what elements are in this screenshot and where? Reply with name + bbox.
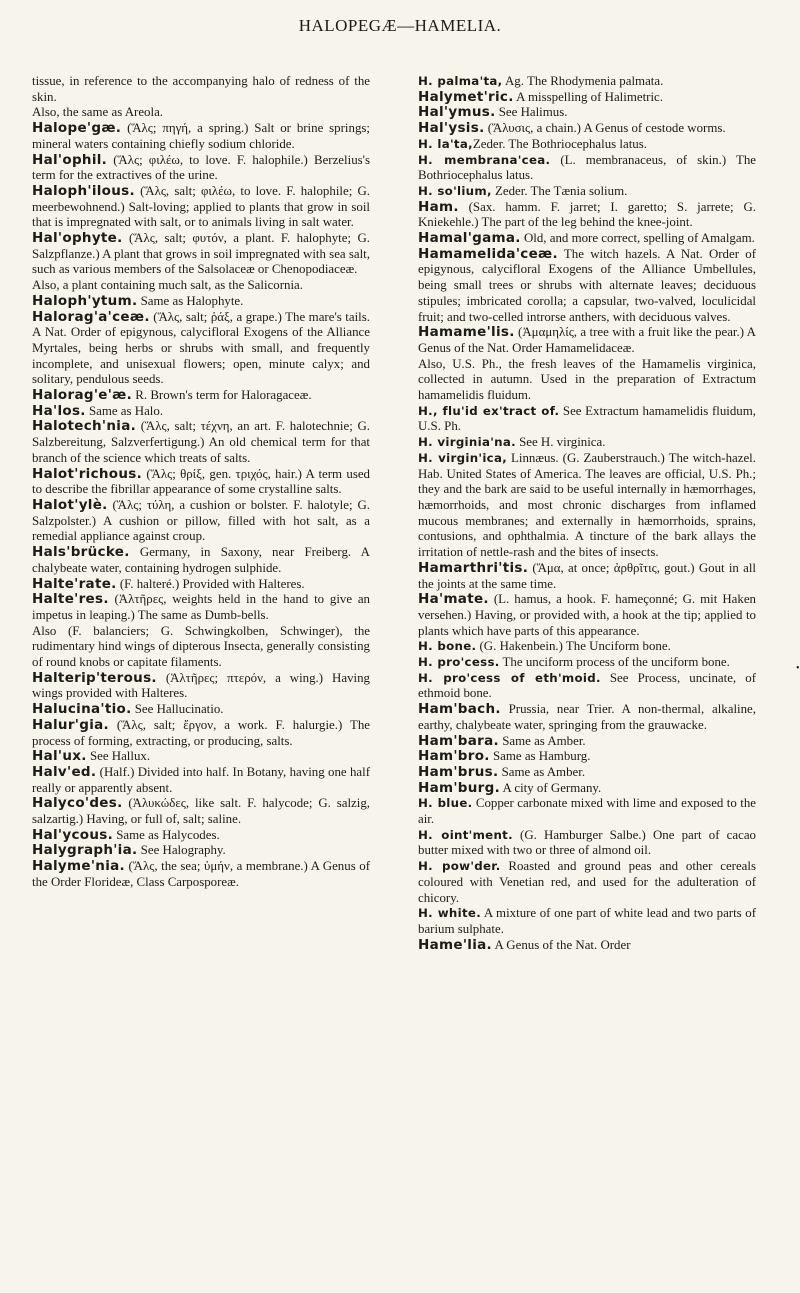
entry-headword: Hal'ycous. xyxy=(32,826,114,843)
entry-headword: H., flu'id ex'tract of. xyxy=(418,403,560,418)
entry-headword: H. palma'ta, xyxy=(418,74,503,88)
entry-headword: H. pro'cess. xyxy=(418,655,500,670)
entry-definition: (Ἅλς, salt; ἔργον, a work. F. halurgie.) The process of forming, extracting, or producing, salts. xyxy=(32,717,370,748)
entry-headword: H. la'ta, xyxy=(418,136,473,151)
dictionary-entry xyxy=(418,796,756,827)
entry-headword: Ham'bach. xyxy=(418,701,501,718)
dictionary-entry xyxy=(418,153,756,184)
dictionary-entry xyxy=(418,906,756,937)
dictionary-entry xyxy=(32,184,370,231)
dictionary-entry xyxy=(32,749,370,765)
dictionary-entry xyxy=(418,828,756,859)
dictionary-entry xyxy=(32,828,370,844)
entry-definition: (Half.) Divided into half. In Botany, having one half really or apparently absent. xyxy=(32,764,370,795)
entry-definition: Same as Halycodes. xyxy=(113,827,220,842)
entry-definition: (Ἅλς, salt; φυτόν, a plant. F. halophyte; G. Salzpflanze.) A plant that grows in soil impregnated with sea salt, such as various members of the Salsolaceæ or Chenopodiaceæ. xyxy=(32,231,370,277)
entry-headword: Halucina'tio. xyxy=(32,701,132,718)
dictionary-entry xyxy=(32,294,370,310)
entry-definition: Same as Amber. xyxy=(498,733,586,748)
entry-definition: Copper carbonate mixed with lime and exposed to the air. xyxy=(418,796,756,827)
entry-definition: Old, and more correct, spelling of Amalgam. xyxy=(520,231,755,246)
entry-definition: (Ἅλς, salt; φιλέω, to love. F. halophile; G. meerbewohnend.) Salt-loving; applied to plants that grow in soil that is impregnated with salt, or to animals living in salt water. xyxy=(32,183,370,230)
entry-definition: (Ἁλτῆρες, weights held in the hand to give an impetus in leaping.) The same as Dumb-bells. xyxy=(32,592,370,622)
dictionary-entry xyxy=(32,419,370,466)
entry-definition: See Hallucinatio. xyxy=(131,702,224,717)
dictionary-entry xyxy=(418,451,756,561)
dictionary-entry xyxy=(32,843,370,859)
entry-definition: See Extractum hamamelidis fluidum, U.S. Ph. xyxy=(418,403,756,434)
entry-headword: Haloph'ytum. xyxy=(32,292,138,309)
dictionary-entry xyxy=(418,325,756,356)
dictionary-entry xyxy=(32,498,370,545)
entry-definition: Same as Halophyte. xyxy=(137,293,244,308)
entry-definition: R. Brown's term for Haloragaceæ. xyxy=(132,388,312,403)
dictionary-entry xyxy=(418,655,756,671)
right-column xyxy=(418,74,756,953)
entry-headword: Halot'ylè. xyxy=(32,496,108,513)
entry-definition: (Ἅλς; τύλη, a cushion or bolster. F. halotyle; G. Salzpolster.) A cushion or pillow, filled with hot salt, as a remedial appliance against croup. xyxy=(32,497,370,544)
entry-headword: Hal'ymus. xyxy=(418,104,496,121)
dictionary-entry xyxy=(32,388,370,404)
dictionary-entry xyxy=(418,435,756,451)
dictionary-entry xyxy=(418,734,756,750)
entry-headword: H. bone. xyxy=(418,639,477,654)
dictionary-entry xyxy=(32,467,370,498)
entry-headword: Ha'los. xyxy=(32,402,86,419)
dictionary-entry xyxy=(418,404,756,435)
dictionary-entry xyxy=(32,153,370,184)
entry-definition: (Ἅλς, the sea; ὑμήν, a membrane.) A Genus of the Order Florideæ, Class Carposporeæ. xyxy=(32,859,370,889)
entry-definition: Also, the same as Areola. xyxy=(32,105,164,120)
dictionary-entry xyxy=(418,749,756,765)
entry-headword: H. white. xyxy=(418,906,481,921)
entry-headword: H. virginia'na. xyxy=(418,435,516,450)
entry-definition: (Ἁλυκώδες, like salt. F. halycode; G. salzig, salzartig.) Having, or full of, salt; saline. xyxy=(32,796,370,827)
entry-definition: (G. Hakenbein.) The Unciform bone. xyxy=(476,639,671,654)
entry-headword: Halv'ed. xyxy=(32,763,97,780)
entry-definition: See H. virginica. xyxy=(515,435,606,450)
dictionary-entry xyxy=(418,702,756,733)
entry-headword: H. so'lium, xyxy=(418,183,492,198)
entry-definition: Roasted and ground peas and other cereals coloured with Venetian red, and used for the adulteration of chicory. xyxy=(418,859,757,905)
entry-headword: Ha'mate. xyxy=(418,591,489,608)
entry-definition: Ag. The Rhodymenia palmata. xyxy=(502,74,664,88)
entry-headword: Halorag'a'ceæ. xyxy=(32,308,150,325)
entry-headword: Halotech'nia. xyxy=(32,418,137,435)
entry-headword: Ham. xyxy=(418,198,459,215)
entry-headword: Ham'bro. xyxy=(418,748,490,765)
entry-definition: tissue, in reference to the accompanying halo of redness of the skin. xyxy=(32,74,370,104)
dictionary-entry xyxy=(418,105,756,121)
margin-mark: • xyxy=(796,663,800,674)
dictionary-entry xyxy=(32,231,370,278)
entry-headword: Halot'richous. xyxy=(32,465,143,482)
dictionary-entry xyxy=(32,74,370,105)
entry-headword: Halur'gia. xyxy=(32,716,109,733)
dictionary-entry xyxy=(418,231,756,247)
dictionary-entry xyxy=(32,592,370,623)
dictionary-entry xyxy=(32,765,370,796)
entry-definition: See Hallux. xyxy=(86,749,151,764)
entry-headword: Haloph'ilous. xyxy=(32,182,135,199)
dictionary-entry xyxy=(418,121,756,137)
entry-headword: Hals'brücke. xyxy=(32,544,130,561)
entry-headword: H. blue. xyxy=(418,796,473,811)
entry-definition: A misspelling of Halimetric. xyxy=(513,89,663,104)
entry-headword: H. pro'cess of eth'moid. xyxy=(418,670,601,685)
entry-headword: Hame'lia. xyxy=(418,936,492,953)
entry-definition: The unciform process of the unciform bone. xyxy=(499,655,730,670)
dictionary-entry xyxy=(418,200,756,231)
entry-headword: Halterip'terous. xyxy=(32,669,157,686)
entry-definition: (Ἅλς; πηγή, a spring.) Salt or brine springs; mineral waters containing chiefly sodium chloride. xyxy=(32,121,370,151)
dictionary-entry xyxy=(418,639,756,655)
dictionary-entry xyxy=(32,278,370,294)
entry-definition: Linnæus. (G. Zauberstrauch.) The witch-hazel. Hab. United States of America. The leaves are official, U.S. Ph.; they and the bark are said to be useful internally in hæmorrhages, hæmorrhoids, and most chronic discharges from inflamed mucous membranes; and externally in hæmorrhoids, sprains, contusions, and ophthalmia. A tincture of the bark allays the irritation of nettle-rash and the bites of insects. xyxy=(418,450,756,560)
dictionary-entry xyxy=(418,247,756,326)
dictionary-entry xyxy=(418,74,756,90)
dictionary-entry xyxy=(418,561,756,592)
dictionary-entry xyxy=(418,781,756,797)
entry-definition: Germany, in Saxony, near Freiberg. A chalybeate water, containing hydrogen sulphide. xyxy=(32,545,370,575)
entry-definition: A Genus of the Nat. Order xyxy=(491,937,631,952)
entry-headword: Halyme'nia. xyxy=(32,858,125,875)
entry-definition: Also, a plant containing much salt, as the Salicornia. xyxy=(32,278,303,293)
entry-definition: (Ἅλς, salt; τέχνη, an art. F. halotechnie; G. Salzbereitung, Salzverfertigung.) An old chemical term for that branch of the science which treats of salts. xyxy=(32,419,370,465)
entry-headword: Ham'burg. xyxy=(418,779,501,796)
entry-definition: (F. halteré.) Provided with Halteres. xyxy=(116,576,305,591)
dictionary-entry xyxy=(32,577,370,593)
dictionary-entry xyxy=(418,137,756,153)
entry-definition: Same as Hamburg. xyxy=(489,749,591,764)
dictionary-entry xyxy=(32,105,370,121)
entry-definition: (Ἅμα, at once; ἀρθρῖτις, gout.) Gout in all the joints at the same time. xyxy=(418,560,756,591)
entry-headword: Hal'ux. xyxy=(32,748,87,765)
left-column xyxy=(32,74,370,891)
entry-headword: Halte'res. xyxy=(32,591,109,608)
entry-definition: (G. Hamburger Salbe.) One part of cacao butter mixed with two or three of almond oil. xyxy=(418,827,756,858)
entry-definition: Zeder. The Bothriocephalus latus. xyxy=(472,136,647,151)
entry-definition: (Ἁλτῆρες; πτερόν, a wing.) Having wings provided with Halteres. xyxy=(32,670,370,701)
entry-definition: Also (F. balanciers; G. Schwingkolben, Schwinger), the rudimentary hind wings of dipterous Insecta, generally consisting of round knobs or capitate filaments. xyxy=(32,623,370,670)
entry-headword: Halyco'des. xyxy=(32,795,123,812)
entry-definition: (Ἅλς; φιλέω, to love. F. halophile.) Berzelius's term for the extractives of the urine. xyxy=(32,152,370,183)
entry-definition: The witch hazels. A Nat. Order of epigynous, calycifloral Exogens of the Alliance Umbellules, being small trees or shrubs with alternate leaves; deciduous stipules; imbricated corolla; a capsular, two-valved, loculicidal fruit; and two-celled introrse anthers, with deciduous valves. xyxy=(418,246,756,324)
entry-headword: Hamarthri'tis. xyxy=(418,559,529,576)
entry-headword: Ham'brus. xyxy=(418,763,499,780)
dictionary-entry xyxy=(32,718,370,749)
entry-headword: Hamal'gama. xyxy=(418,230,521,247)
entry-headword: Hal'ysis. xyxy=(418,120,485,137)
dictionary-entry xyxy=(32,859,370,890)
entry-headword: Halorag'e'æ. xyxy=(32,387,133,404)
dictionary-entry xyxy=(418,859,756,906)
entry-definition: A city of Germany. xyxy=(500,780,602,795)
dictionary-entry xyxy=(418,671,756,702)
entry-headword: H. membrana'cea. xyxy=(418,152,551,167)
dictionary-entry xyxy=(32,671,370,702)
entry-definition: (L. hamus, a hook. F. hameçonné; G. mit Haken versehen.) Having, or provided with, a hook at the tip; applied to plants which have parts of this appearance. xyxy=(418,592,756,638)
entry-headword: Halymet'ric. xyxy=(418,88,514,105)
entry-definition: Same as Amber. xyxy=(498,764,586,779)
entry-definition: Zeder. The Tænia solium. xyxy=(491,183,628,198)
entry-definition: Also, U.S. Ph., the fresh leaves of the Hamamelis virginica, collected in autumn. Used in the preparation of Extractum hamamelidis fluidum. xyxy=(418,356,756,403)
dictionary-entry xyxy=(418,765,756,781)
entry-headword: Halte'rate. xyxy=(32,575,117,592)
entry-headword: Hamame'lis. xyxy=(418,324,515,341)
entry-headword: Halope'gæ. xyxy=(32,120,122,137)
entry-definition: (L. membranaceus, of skin.) The Bothriocephalus latus. xyxy=(418,152,756,183)
dictionary-entry xyxy=(32,624,370,671)
entry-headword: Halygraph'ia. xyxy=(32,842,138,859)
dictionary-entry xyxy=(32,121,370,152)
entry-headword: Ham'bara. xyxy=(418,732,499,749)
page-header: HALOPEGÆ—HAMELIA. xyxy=(298,16,502,35)
entry-definition: See Halimus. xyxy=(495,105,568,120)
entry-definition: See Halography. xyxy=(137,843,226,858)
entry-definition: (Ἅλυσις, a chain.) A Genus of cestode worms. xyxy=(484,121,726,136)
entry-definition: (Sax. hamm. F. jarret; I. garetto; S. jarrete; G. Kniekehle.) The part of the leg behind the knee-joint. xyxy=(418,199,756,230)
entry-definition: Prussia, near Trier. A non-thermal, alkaline, earthy, chalybeate water, springing from the grauwacke. xyxy=(418,702,756,732)
entry-definition: See Process, uncinate, of ethmoid bone. xyxy=(418,670,756,701)
entry-headword: Hal'ophil. xyxy=(32,151,108,168)
dictionary-entry xyxy=(32,796,370,827)
dictionary-entry xyxy=(32,545,370,576)
dictionary-entry xyxy=(418,592,756,639)
entry-definition: Same as Halo. xyxy=(85,403,164,418)
entry-headword: H. pow'der. xyxy=(418,859,501,874)
entry-definition: (Ἅλς; θρίξ, gen. τριχός, hair.) A term used to describe the fibrillar appearance of some crystalline salts. xyxy=(32,466,370,497)
entry-headword: Hal'ophyte. xyxy=(32,230,123,247)
dictionary-entry xyxy=(32,702,370,718)
entry-definition: (Ἀμαμηλίς, a tree with a fruit like the pear.) A Genus of the Nat. Order Hamamelidaceæ. xyxy=(418,325,756,355)
dictionary-entry xyxy=(418,184,756,200)
entry-headword: H. oint'ment. xyxy=(418,827,513,842)
dictionary-entry xyxy=(418,90,756,106)
entry-headword: H. virgin'ica, xyxy=(418,450,507,465)
entry-definition: (Ἅλς, salt; ῥάξ, a grape.) The mare's tails. A Nat. Order of epigynous, calycifloral Exogens of the Alliance Myrtales, being herbs or shrubs with small, and frequently incomplete, and unisexual flowers; open, minute calyx; and solitary, pendulous seeds. xyxy=(32,309,370,387)
dictionary-entry xyxy=(32,310,370,389)
dictionary-entry xyxy=(32,404,370,420)
dictionary-entry xyxy=(418,357,756,404)
entry-headword: Hamamelida'ceæ. xyxy=(418,245,558,262)
entry-definition: A mixture of one part of white lead and two parts of barium sulphate. xyxy=(418,906,757,936)
dictionary-entry xyxy=(418,938,756,954)
